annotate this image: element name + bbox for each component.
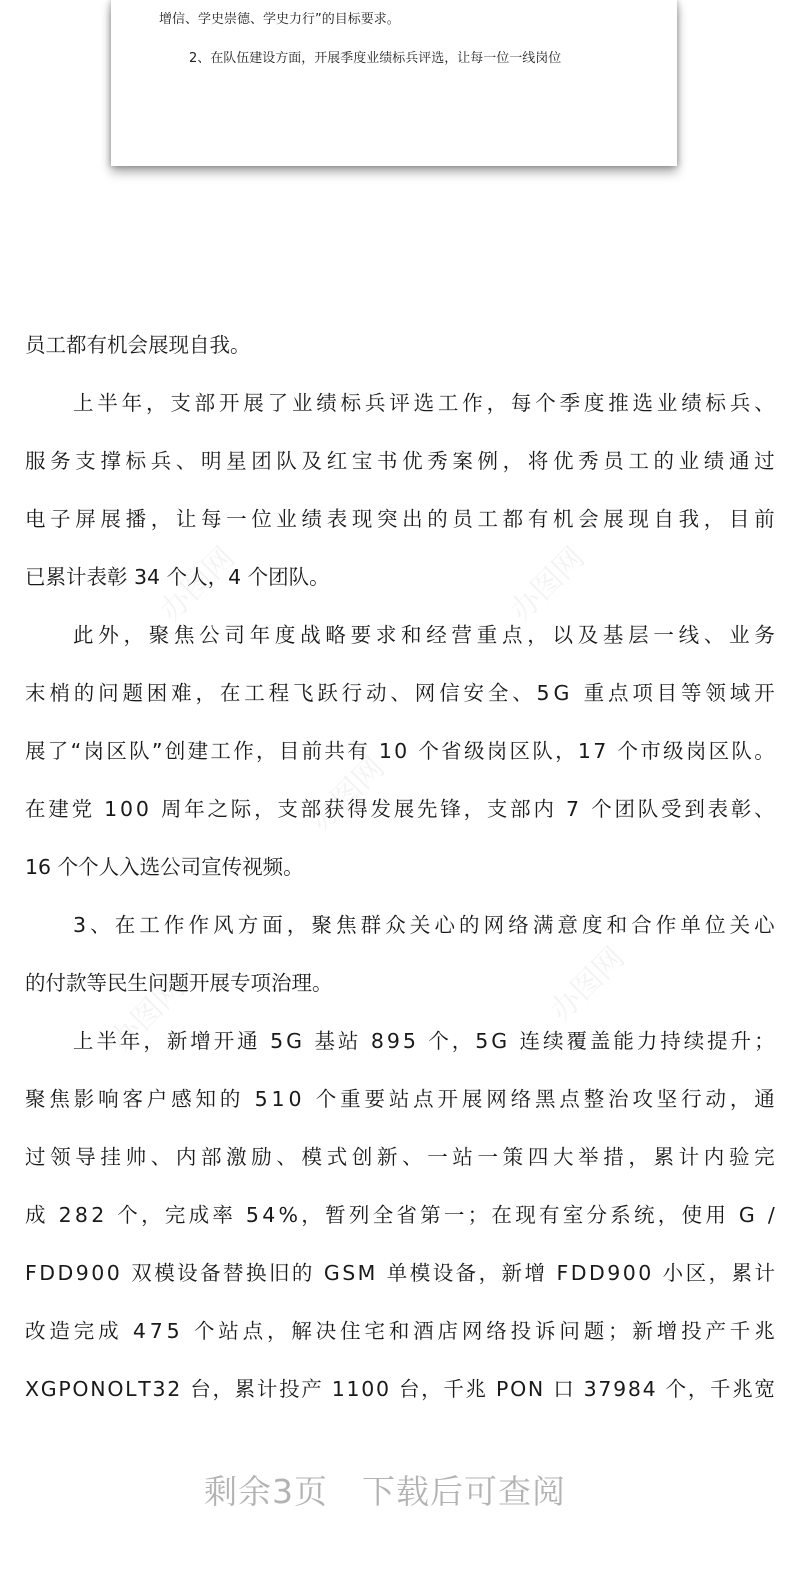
- download-to-read-link[interactable]: 下载后可查阅: [362, 1472, 566, 1511]
- document-preview-card: [111, 0, 677, 166]
- paragraph-line: 上 半 年 ， 支 部 开 展 了 业 绩 标 兵 评 选 工 作 ， 每 个 季 度 推 选 业 绩 标 兵 、: [73, 391, 775, 415]
- remaining-pages-label[interactable]: 剩余3页: [204, 1472, 328, 1511]
- paragraph-line: 的付款等民生问题开展专项治理。: [25, 971, 333, 995]
- paragraph-line: 成 2 8 2 个 ， 完 成 率 5 4 % ， 暂 列 全 省 第 一 ； 在 现 有 室 分 系 统 ， 使 用 G /: [25, 1203, 775, 1227]
- paragraph-line: 末 梢 的 问 题 困 难 ， 在 工 程 飞 跃 行 动 、 网 信 安 全 、 5 G 重 点 项 目 等 领 域 开: [25, 681, 775, 705]
- document-body: [25, 316, 775, 1418]
- paragraph-line: 此 外 ， 聚 焦 公 司 年 度 战 略 要 求 和 经 营 重 点 ， 以 及 基 层 一 线 、 业 务: [73, 623, 775, 647]
- paragraph-line: 3 、 在 工 作 作 风 方 面 ， 聚 焦 群 众 关 心 的 网 络 满 意 度 和 合 作 单 位 关 心: [73, 913, 775, 937]
- paragraph-line: F D D 9 0 0 双 模 设 备 替 换 旧 的 G S M 单 模 设 备 ， 新 增 F D D 9 0 0 小 区 ， 累 计: [25, 1261, 775, 1285]
- paragraph-line: 聚 焦 影 响 客 户 感 知 的 5 1 0 个 重 要 站 点 开 展 网 络 黑 点 整 治 攻 坚 行 动 ， 通: [25, 1087, 775, 1111]
- paragraph-line: 改 造 完 成 4 7 5 个 站 点 ， 解 决 住 宅 和 酒 店 网 络 投 诉 问 题 ； 新 增 投 产 千 兆: [25, 1319, 775, 1343]
- preview-line-1: 增信、学史崇德、学史力行”的目标要求。: [159, 12, 400, 27]
- paragraph-line: 展 了 “ 岗 区 队 ” 创 建 工 作 ， 目 前 共 有 1 0 个 省 级 岗 区 队 ， 1 7 个 市 级 岗 区 队 。: [25, 739, 775, 763]
- download-prompt[interactable]: [0, 1466, 770, 1513]
- paragraph-line: X G P O N O L T 3 2 台 ， 累 计 投 产 1 1 0 0 台 ， 千 兆 P O N 口 3 7 9 8 4 个 ， 千 兆 宽: [25, 1377, 775, 1401]
- paragraph-line: 员工都有机会展现自我。: [25, 333, 251, 357]
- paragraph-line: 16 个个人入选公司宣传视频。: [25, 855, 304, 879]
- paragraph-line: 上 半 年 ， 新 增 开 通 5 G 基 站 8 9 5 个 ， 5 G 连 续 覆 盖 能 力 持 续 提 升 ；: [73, 1029, 775, 1053]
- paragraph-line: 过 领 导 挂 帅 、 内 部 激 励 、 模 式 创 新 、 一 站 一 策 四 大 举 措 ， 累 计 内 验 完: [25, 1145, 775, 1169]
- paragraph-line: 已累计表彰 34 个人，4 个团队。: [25, 565, 330, 589]
- paragraph-line: 服 务 支 撑 标 兵 、 明 星 团 队 及 红 宝 书 优 秀 案 例 ， 将 优 秀 员 工 的 业 绩 通 过: [25, 449, 775, 473]
- paragraph-line: 电 子 屏 展 播 ， 让 每 一 位 业 绩 表 现 突 出 的 员 工 都 有 机 会 展 现 自 我 ， 目 前: [25, 507, 775, 531]
- preview-line-2: 2、在队伍建设方面，开展季度业绩标兵评选，让每一位一线岗位: [189, 51, 562, 66]
- paragraph-line: 在 建 党 1 0 0 周 年 之 际 ， 支 部 获 得 发 展 先 锋 ， 支 部 内 7 个 团 队 受 到 表 彰 、: [25, 797, 775, 821]
